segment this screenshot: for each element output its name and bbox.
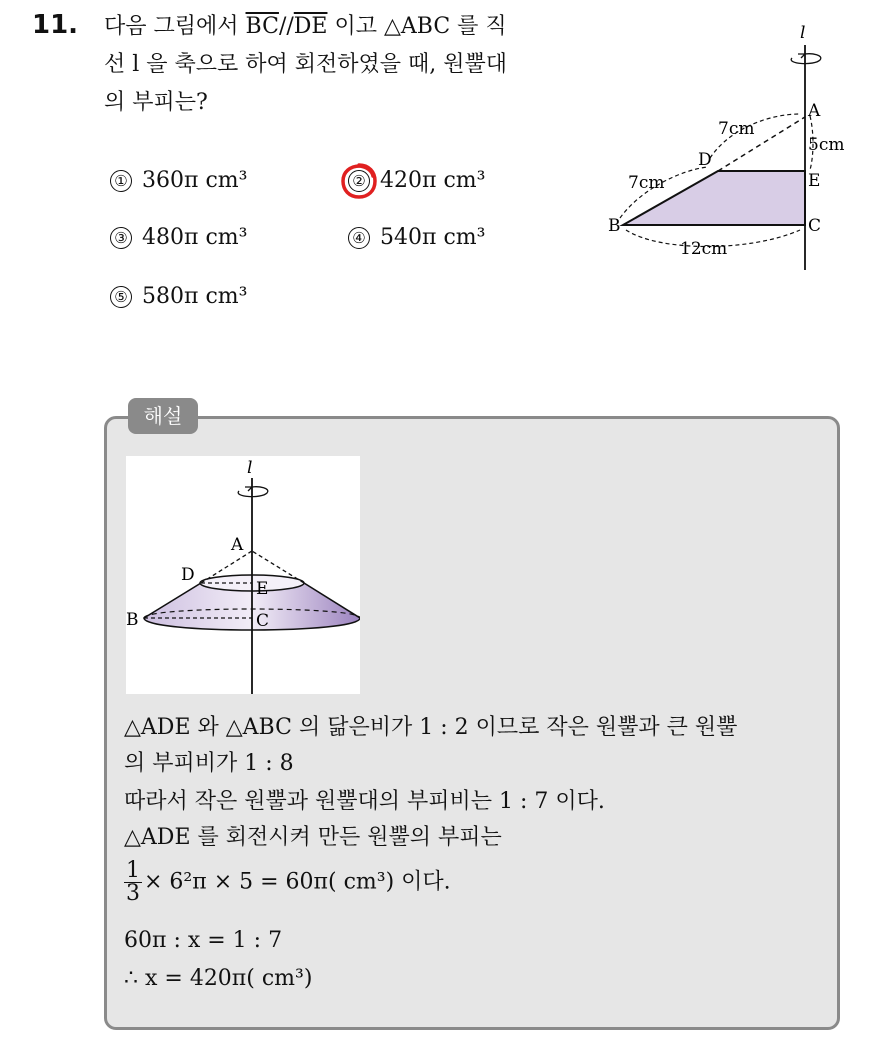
axis-label: l: [800, 23, 806, 43]
solution-figure-panel: [126, 456, 360, 694]
label-e: E: [808, 171, 821, 191]
question-number: 11.: [32, 10, 79, 40]
label-e: E: [256, 579, 269, 599]
rotation-icon: [791, 54, 821, 64]
segment-bc: $\overline{BC}$: [245, 14, 279, 39]
choice-value: 540π cm³: [380, 225, 486, 250]
question-line-2: 선 l 을 축으로 하여 회전하였을 때, 원뿔대: [104, 52, 508, 77]
choice-number: ③: [110, 227, 132, 249]
fraction-numerator: 1: [126, 858, 140, 883]
solution-tab: 해설: [128, 398, 198, 434]
choice-value: 580π cm³: [142, 284, 248, 309]
question-text: [104, 8, 584, 122]
solution-line-1: △ADE 와 △ABC 의 닮은비가 1 : 2 이므로 작은 원뿔과 큰 원뿔: [124, 715, 738, 740]
choice-1[interactable]: [110, 168, 247, 193]
question-line-3: 의 부피는?: [104, 90, 208, 115]
length-ae: 5cm: [808, 135, 845, 155]
solution-line-2: 의 부피비가 1 : 8: [124, 751, 294, 776]
label-d: D: [181, 565, 195, 585]
label-a: A: [808, 101, 821, 121]
solution-line-7: ∴ x = 420π( cm³): [124, 966, 313, 991]
fraction-denominator: 3: [126, 881, 140, 906]
label-b: B: [126, 610, 139, 630]
rotation-icon: [238, 487, 268, 497]
solution-line-4: △ADE 를 회전시켜 만든 원뿔의 부피는: [124, 825, 502, 850]
solution-figure: [126, 456, 360, 694]
label-c: C: [808, 216, 822, 236]
choice-3[interactable]: [110, 225, 247, 250]
choice-5[interactable]: [110, 284, 247, 309]
question-figure: [600, 20, 860, 275]
parallel-symbol: //: [278, 14, 294, 39]
length-ad: 7cm: [718, 119, 755, 139]
solution-line-5: $\frac{1}{3}$ × 6²π × 5 = 60π( cm³) 이다.: [126, 858, 451, 906]
segment-de: $\overline{DE}$: [293, 14, 328, 39]
solution-line-6: 60π : x = 1 : 7: [124, 928, 283, 953]
fraction: [124, 860, 142, 905]
choice-value: 420π cm³: [380, 168, 486, 193]
length-db: 7cm: [628, 173, 665, 193]
solution-line-3: 따라서 작은 원뿔과 원뿔대의 부피비는 1 : 7 이다.: [124, 789, 605, 814]
label-a: A: [231, 535, 244, 555]
choice-4[interactable]: [348, 225, 485, 250]
choice-number: ②: [348, 170, 370, 192]
question-line-1: 다음 그림에서 $\overline{BC}//\overline{DE}$ 이고 △ABC 를 직: [104, 14, 507, 39]
axis-label: l: [247, 458, 253, 478]
choice-2[interactable]: [348, 168, 485, 193]
length-bc: 12cm: [680, 239, 728, 259]
label-b: B: [608, 216, 621, 236]
choice-number: ⑤: [110, 286, 132, 308]
label-d: D: [698, 150, 712, 170]
choice-value: 480π cm³: [142, 225, 248, 250]
choice-number: ①: [110, 170, 132, 192]
choice-number: ④: [348, 227, 370, 249]
label-c: C: [256, 611, 270, 631]
choice-value: 360π cm³: [142, 168, 248, 193]
